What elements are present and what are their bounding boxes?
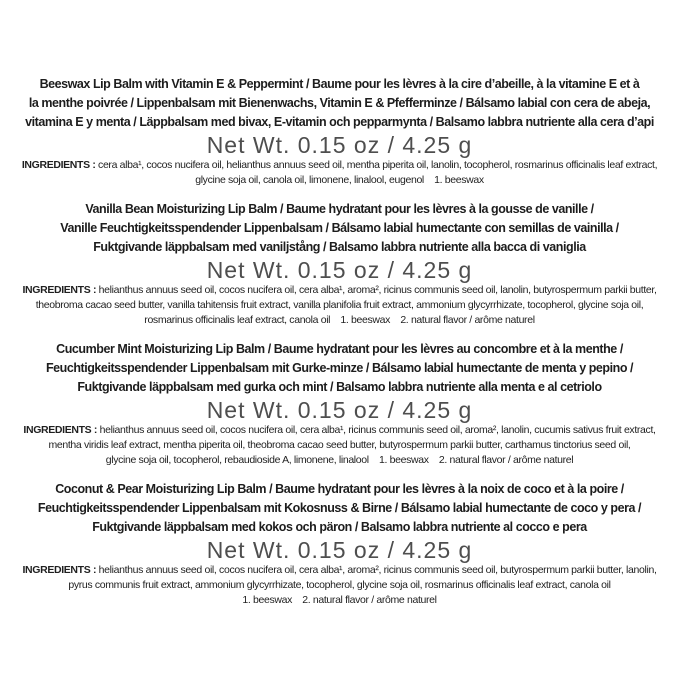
product-title-line: Feuchtigkeitsspendender Lippenbalsam mit Kokosnuss & Birne / Bálsamo labial humectante de coco y pera / [37, 501, 642, 515]
ingredients-line: mentha viridis leaf extract, mentha piperita oil, theobroma cacao seed butter, butyrospermum parkii butter, carthamus tinctorius seed oil, [48, 439, 631, 451]
product-title-line: Beeswax Lip Balm with Vitamin E & Peppermint / Baume pour les lèvres à la cire d’abeille, à la vitamine E et à [39, 77, 640, 91]
ingredients-line [0, 283, 679, 298]
ingredients-text: cera alba¹, cocos nucifera oil, helianthus annuus seed oil, mentha piperita oil, lanolin, tocopherol, rosmarinus officinalis leaf extract, [98, 159, 658, 171]
product-title-line: Vanille Feuchtigkeitsspendender Lippenbalsam / Bálsamo labial humectante con semillas de vainilla / [60, 221, 619, 235]
ingredients-label: INGREDIENTS : [23, 424, 100, 436]
product-title [0, 200, 679, 257]
product-title-line: Fuktgivande läppbalsam med vaniljstång / Balsamo labbra nutriente alla bacca di vaniglia [93, 240, 586, 254]
net-weight: Net Wt. 0.15 oz / 4.25 g [206, 537, 473, 563]
ingredients-list [0, 283, 679, 328]
ingredients-text: helianthus annuus seed oil, cocos nucifera oil, cera alba¹, ricinus communis seed oil, aroma², lanolin, cucumis sativus fruit extract, [99, 424, 656, 436]
ingredients-line: glycine soja oil, tocopherol, rebaudioside A, limonene, linalool 1. beeswax 2. natural flavor / arôme naturel [105, 454, 574, 466]
product-section-coconut-pear [0, 480, 679, 608]
product-title-line: Feuchtigkeitsspendender Lippenbalsam mit Gurke-minze / Bálsamo labial humectante de menta y pepino / [45, 361, 634, 375]
ingredients-line [0, 158, 679, 173]
ingredients-list [0, 563, 679, 608]
net-weight: Net Wt. 0.15 oz / 4.25 g [206, 132, 473, 158]
ingredients-line: glycine soja oil, canola oil, limonene, linalool, eugenol 1. beeswax [195, 174, 484, 186]
product-title-line: Fuktgivande läppbalsam med kokos och päron / Balsamo labbra nutriente al cocco e pera [92, 520, 587, 534]
net-weight: Net Wt. 0.15 oz / 4.25 g [206, 257, 473, 283]
ingredients-label: INGREDIENTS : [22, 284, 99, 296]
ingredients-text: helianthus annuus seed oil, cocos nucifera oil, cera alba¹, aroma², ricinus communis seed oil, lanolin, butyrospermum parkii butter, [98, 284, 657, 296]
ingredients-label: INGREDIENTS : [21, 159, 99, 171]
ingredients-list [0, 423, 679, 468]
product-title [0, 340, 679, 397]
product-section-vanilla-bean [0, 200, 679, 328]
ingredients-text: helianthus annuus seed oil, cocos nucifera oil, cera alba¹, aroma², ricinus communis seed oil, butyrospermum parkii butter, lanolin, [98, 564, 657, 576]
ingredients-list [0, 158, 679, 188]
product-title-line: Fuktgivande läppbalsam med gurka och mint / Balsamo labbra nutriente alla menta e al cetriolo [77, 380, 602, 394]
ingredients-line [0, 423, 679, 438]
product-title-line: Vanilla Bean Moisturizing Lip Balm / Baume hydratant pour les lèvres à la gousse de vanille / [85, 202, 594, 216]
net-weight: Net Wt. 0.15 oz / 4.25 g [206, 397, 473, 423]
ingredients-line [0, 563, 679, 578]
product-title-line: la menthe poivrée / Lippenbalsam mit Bienenwachs, Vitamin E & Pfefferminze / Bálsamo labial con cera de abeja, [28, 96, 651, 110]
product-title [0, 480, 679, 537]
ingredients-line: 1. beeswax 2. natural flavor / arôme naturel [242, 594, 437, 606]
product-section-cucumber-mint [0, 340, 679, 468]
ingredients-label: INGREDIENTS : [22, 564, 99, 576]
product-title [0, 75, 679, 132]
ingredients-line: rosmarinus officinalis leaf extract, canola oil 1. beeswax 2. natural flavor / arôme naturel [144, 314, 535, 326]
product-title-line: vitamina E y menta / Läppbalsam med bivax, E-vitamin och pepparmynta / Balsamo labbra nutriente alla cera d’api [25, 115, 654, 129]
ingredients-line: pyrus communis fruit extract, ammonium glycyrrhizate, tocopherol, glycine soja oil, rosmarinus officinalis leaf extract, canola oil [68, 579, 611, 591]
product-title-line: Coconut & Pear Moisturizing Lip Balm / Baume hydratant pour les lèvres à la noix de coco et à la poire / [55, 482, 624, 496]
product-title-line: Cucumber Mint Moisturizing Lip Balm / Baume hydratant pour les lèvres au concombre et à la menthe / [56, 342, 623, 356]
ingredients-line: theobroma cacao seed butter, vanilla tahitensis fruit extract, vanilla planifolia fruit extract, ammonium glycyrrhizate, tocopherol, glycine soja oil, [35, 299, 644, 311]
product-section-beeswax-peppermint [0, 75, 679, 188]
